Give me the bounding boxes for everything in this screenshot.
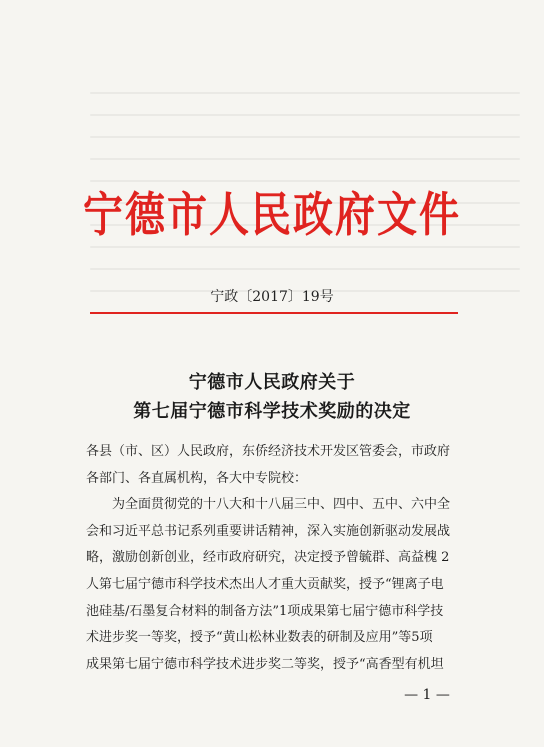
body-line: 为全面贯彻党的十八大和十八届三中、四中、五中、六中全 [112,497,451,513]
document-number: 宁政〔2017〕19号 [210,289,334,305]
body-line: 略，激励创新创业，经市政府研究，决定授予曾毓群、高益槐 2 [86,550,450,566]
page-number: — 1 — [404,687,450,703]
body-line: 各县（市、区）人民政府，东侨经济技术开发区管委会，市政府 [86,444,451,459]
document-title-line-2: 第七届宁德市科学技术奖励的决定 [133,401,411,422]
red-header-title: 宁德市人民政府文件 [83,187,461,243]
body-line: 术进步奖一等奖，授予“黄山松林业数表的研制及应用”等5项 [86,630,433,646]
body-line: 各部门、各直属机构，各大中专院校： [86,470,308,486]
document-body [86,439,462,678]
document-title-line-1: 宁德市人民政府关于 [188,372,356,393]
body-line: 池硅基/石墨复合材料的制备方法”1项成果第七届宁德市科学技 [86,603,444,619]
body-line: 人第七届宁德市科学技术杰出人才重大贡献奖，授予“锂离子电 [86,576,444,592]
body-line: 会和习近平总书记系列重要讲话精神，深入实施创新驱动发展战 [86,523,451,539]
red-separator-line [90,312,458,314]
body-line: 成果第七届宁德市科学技术进步奖二等奖，授予“高香型有机坦 [86,656,444,672]
